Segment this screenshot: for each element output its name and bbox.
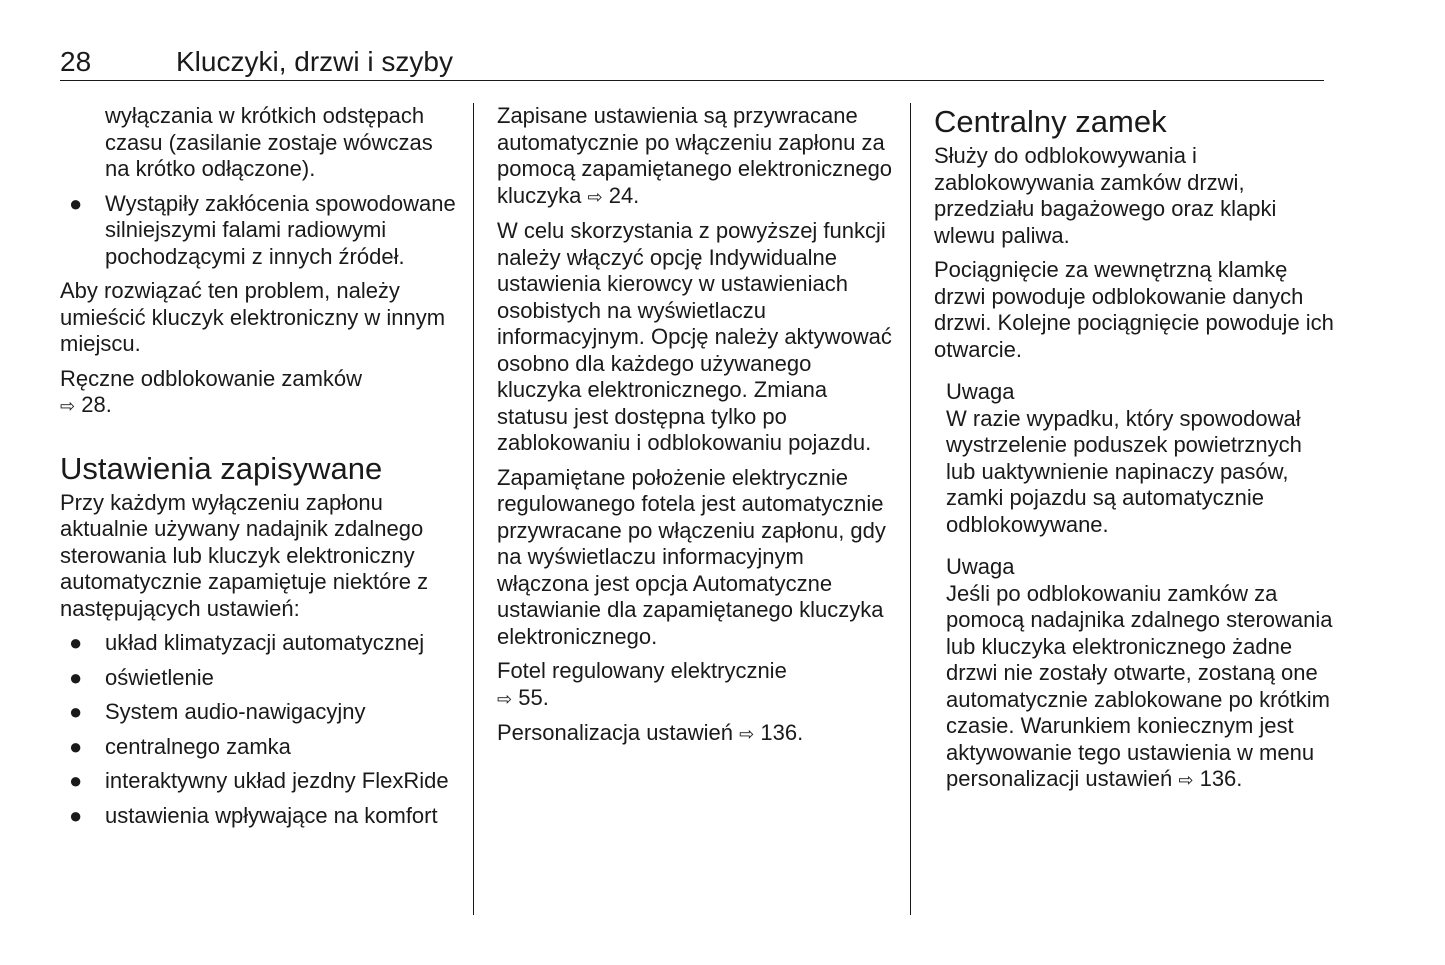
paragraph-central-lock: Służy do odblokowywania i zablokowywania zamków drzwi, przedziału bagażowego oraz klapki wlewu paliwa.	[934, 143, 1277, 248]
list-item	[60, 630, 458, 657]
list-item-text: interaktywny układ jezdny FlexRide	[105, 768, 449, 793]
paragraph-text: Personalizacja ustawień	[497, 720, 734, 745]
interference-list	[60, 191, 458, 271]
paragraph-manual-unlock	[60, 366, 458, 420]
list-item-text: oświetlenie	[105, 664, 214, 690]
note-box	[934, 379, 1334, 538]
paragraph-electric-seat	[497, 658, 895, 712]
paragraph-text: Zapisane ustawienia są przywracane automatycznie po włączeniu zapłonu za pomocą zapamiętanego elektronicznego kluczyka	[497, 103, 893, 208]
column-divider	[473, 103, 474, 915]
list-item	[60, 191, 458, 271]
page-ref-arrow-icon: ⇨	[497, 688, 513, 709]
list-item	[60, 665, 458, 692]
page-reference-link[interactable]: 24.	[608, 182, 640, 208]
bullet-icon: ●	[69, 699, 83, 724]
continued-bullet-text: wyłączania w krótkich odstępach czasu (zasilanie zostaje wówczas na krótko odłączone).	[105, 103, 433, 181]
memory-settings-list	[60, 630, 458, 829]
bullet-icon: ●	[69, 630, 83, 655]
list-item-text: Wystąpiły zakłócenia spowodowane silniejszymi falami radiowymi pochodzącymi z innych źródeł.	[105, 190, 456, 269]
list-item	[60, 734, 458, 761]
note-box	[934, 554, 1334, 794]
list-item-text: układ klimatyzacji automatycznej	[105, 630, 425, 655]
page-reference-link[interactable]: 136.	[1199, 766, 1243, 791]
paragraph-seat-position	[497, 465, 895, 651]
list-item-text: ustawienia wpływające na komfort	[105, 802, 438, 828]
page-reference-link[interactable]: 28.	[81, 392, 112, 417]
list-item	[60, 803, 458, 830]
note-text: Jeśli po odblokowaniu zamków za pomocą nadajnika zdalnego sterowania lub kluczyka elektronicznego żadne drzwi nie zostały otwarte, zostaną one automatycznie zablokowane po krótkim czasie. Warunkiem koniecznym jest aktywowanie tego ustawienia w menu personalizacji ustawień	[946, 580, 1333, 791]
paragraph-text: w ustawieniach osobistych na wyświetlaczu informacyjnym. Opcję należy aktywować osobno dla każdego używanego kluczyka elektronicznego. Zmiana statusu jest dostępna tylko po zablokowaniu i odblokowaniu pojazdu.	[497, 271, 892, 455]
page-ref-arrow-icon: ⇨	[60, 396, 76, 416]
section-heading: Ustawienia zapisywane	[60, 450, 383, 486]
paragraph-door-handle: Pociągnięcie za wewnętrzną klamkę drzwi powoduje odblokowanie danych drzwi. Kolejne pociągnięcie powoduje ich otwarcie.	[934, 257, 1334, 362]
paragraph-text: Fotel regulowany elektrycznie	[497, 658, 787, 683]
section-heading: Centralny zamek	[934, 104, 1167, 139]
column-right	[934, 103, 1334, 802]
bullet-icon: ●	[69, 664, 83, 690]
column-divider	[910, 103, 911, 915]
page-ref-arrow-icon: ⇨	[587, 186, 603, 207]
bullet-icon: ●	[69, 190, 83, 216]
list-item-text: System audio-nawigacyjny	[105, 699, 366, 724]
list-item	[60, 768, 458, 795]
paragraph-text: Ręczne odblokowanie zamków	[60, 365, 363, 391]
list-item-text: centralnego zamka	[105, 733, 291, 759]
paragraph-text: W celu skorzystania z powyższej funkcji należy włączyć opcję	[497, 218, 886, 270]
bullet-icon: ●	[69, 802, 83, 828]
paragraph-personalization	[497, 720, 895, 748]
column-middle	[497, 103, 895, 756]
chapter-title: Kluczyki, drzwi i szyby	[176, 46, 453, 77]
paragraph-driver-settings	[497, 218, 895, 457]
paragraph-text: dla zapamiętanego kluczyka elektronicznego.	[497, 597, 884, 649]
page-ref-arrow-icon: ⇨	[739, 724, 755, 744]
page-header	[60, 44, 1324, 81]
list-item	[60, 699, 458, 726]
paragraph-solution: Aby rozwiązać ten problem, należy umieścić kluczyk elektroniczny w innym miejscu.	[60, 278, 446, 356]
column-left	[60, 103, 458, 837]
page-reference-link[interactable]: 136.	[760, 720, 804, 745]
page-number: 28	[60, 46, 92, 77]
note-title: Uwaga	[946, 379, 1015, 404]
page-ref-arrow-icon: ⇨	[1178, 770, 1194, 790]
bullet-icon: ●	[69, 733, 83, 759]
bullet-icon: ●	[69, 768, 83, 793]
paragraph-memory: Przy każdym wyłączeniu zapłonu aktualnie używany nadajnik zdalnego sterowania lub kluczyk elektroniczny automatycznie zapamiętuje niektóre z następujących ustawień:	[60, 489, 429, 621]
menu-option-name: Automatyczne ustawianie	[497, 570, 833, 622]
paragraph-restore	[497, 103, 895, 210]
note-text: W razie wypadku, który spowodował wystrzelenie poduszek powietrznych lub uaktywnienie napinaczy pasów, zamki pojazdu są automatycznie odblokowywane.	[946, 405, 1302, 537]
paragraph-text: Zapamiętane położenie elektrycznie regulowanego fotela jest automatycznie przywracane po włączeniu zapłonu, gdy na wyświetlaczu informacyjnym włączona jest opcja	[497, 464, 886, 596]
note-title: Uwaga	[946, 554, 1015, 579]
page-reference-link[interactable]: 55.	[518, 684, 549, 710]
menu-option-name: Indywidualne ustawienia kierowcy	[497, 244, 837, 296]
